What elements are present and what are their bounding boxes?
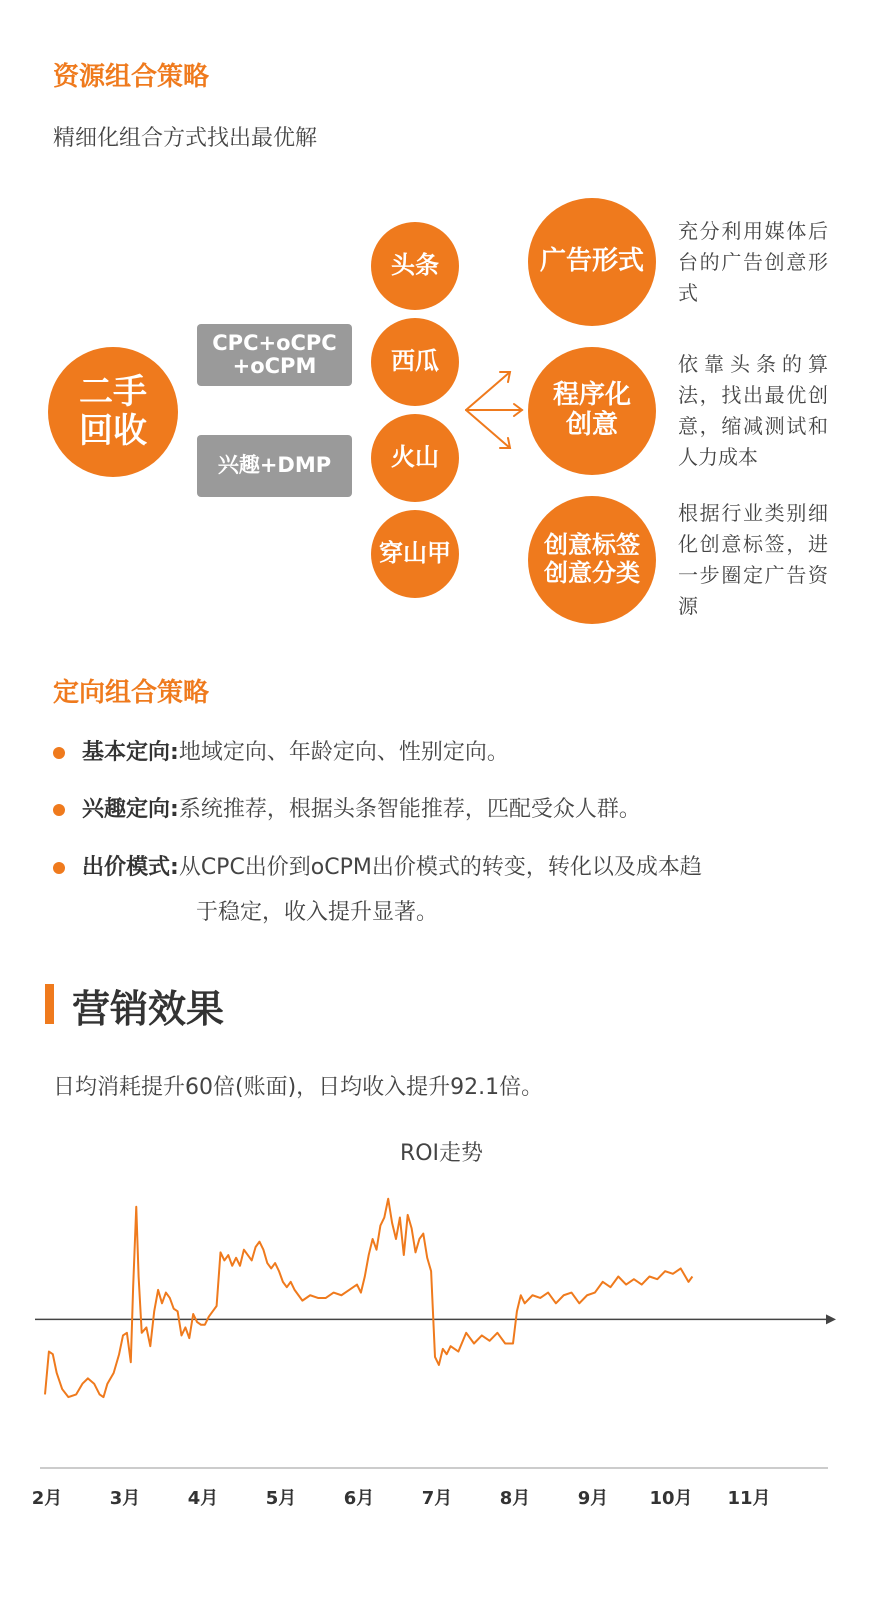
section-title-effect: 营销效果 — [72, 987, 225, 1031]
bullet-dot — [53, 862, 65, 874]
bullet-label: 出价模式: — [82, 855, 179, 880]
roi-line-chart — [0, 1160, 883, 1530]
creative-label: 创意 — [565, 410, 618, 440]
x-axis-month-labels — [0, 1484, 883, 1514]
section-title-resource: 资源组合策略 — [53, 62, 210, 92]
pill-cpc-ocpc — [197, 324, 352, 386]
x-tick-label: 2月 — [31, 1488, 63, 1509]
center-circle-second-hand — [48, 347, 178, 477]
bullet-item-basic — [82, 731, 509, 775]
resource-subtitle: 精细化组合方式找出最优解 — [53, 126, 318, 151]
x-tick-label: 7月 — [421, 1488, 453, 1509]
bullet-item-interest — [82, 788, 641, 832]
bullet-dot — [53, 747, 65, 759]
pill-line: CPC+oCPC — [212, 330, 337, 355]
effect-summary: 日均消耗提升60倍(账面)，日均收入提升92.1倍。 — [53, 1075, 544, 1100]
x-tick-label: 8月 — [499, 1488, 531, 1509]
bullet-label: 基本定向: — [82, 740, 179, 765]
creative-label: 创意分类 — [544, 559, 640, 587]
pill-line: 兴趣+DMP — [217, 453, 332, 478]
bullet-item-bidding — [82, 846, 702, 890]
platform-circle-huoshan: 火山 — [371, 414, 459, 502]
creative-label: 程序化 — [552, 380, 631, 411]
pill-line: +oCPM — [232, 354, 317, 378]
roi-series-line — [45, 1199, 692, 1397]
x-tick-label: 10月 — [649, 1488, 693, 1509]
x-tick-label: 5月 — [265, 1488, 297, 1509]
pill-interest-dmp — [197, 435, 352, 497]
center-circle-line: 二手 — [79, 371, 147, 412]
bullet-text: 地域定向、年龄定向、性别定向。 — [178, 740, 509, 765]
x-tick-label: 6月 — [343, 1488, 375, 1509]
x-tick-label: 3月 — [109, 1488, 141, 1509]
creative-desc-tags: 根据行业类别细化创意标签，进一步圈定广告资源 — [678, 501, 828, 618]
bullet-text: 系统推荐，根据头条智能推荐，匹配受众人群。 — [178, 797, 641, 822]
center-circle-line: 回收 — [79, 411, 147, 451]
creative-desc-ad-format: 充分利用媒体后台的广告创意形式 — [678, 219, 828, 305]
bullet-text: 从CPC出价到oCPM出价模式的转变，转化以及成本趋 — [178, 855, 702, 880]
chart-title: ROI走势 — [399, 1141, 484, 1166]
heading-accent-bar — [45, 984, 54, 1024]
creative-label: 创意标签 — [544, 531, 640, 560]
creative-circle-programmatic — [528, 347, 656, 475]
section-title-targeting: 定向组合策略 — [53, 678, 210, 708]
baseline-arrow-icon — [826, 1314, 836, 1324]
creative-circle-tags — [528, 496, 656, 624]
platform-circle-xigua: 西瓜 — [371, 318, 459, 406]
x-tick-label: 9月 — [577, 1488, 609, 1509]
creative-label: 广告形式 — [539, 246, 644, 277]
x-tick-label: 11月 — [727, 1488, 771, 1509]
bullet-label: 兴趣定向: — [82, 797, 179, 822]
x-tick-label: 4月 — [187, 1488, 219, 1509]
platform-circle-toutiao: 头条 — [371, 222, 459, 310]
creative-circle-ad-format — [528, 198, 656, 326]
bullet-dot — [53, 804, 65, 816]
bullet-item-bidding-cont: 于稳定，收入提升显著。 — [196, 900, 439, 925]
creative-desc-programmatic: 依靠头条的算法，找出最优创意，缩减测试和人力成本 — [678, 352, 828, 469]
platform-circle-chuanshanjia: 穿山甲 — [371, 510, 459, 598]
branch-arrows-icon — [462, 360, 532, 460]
